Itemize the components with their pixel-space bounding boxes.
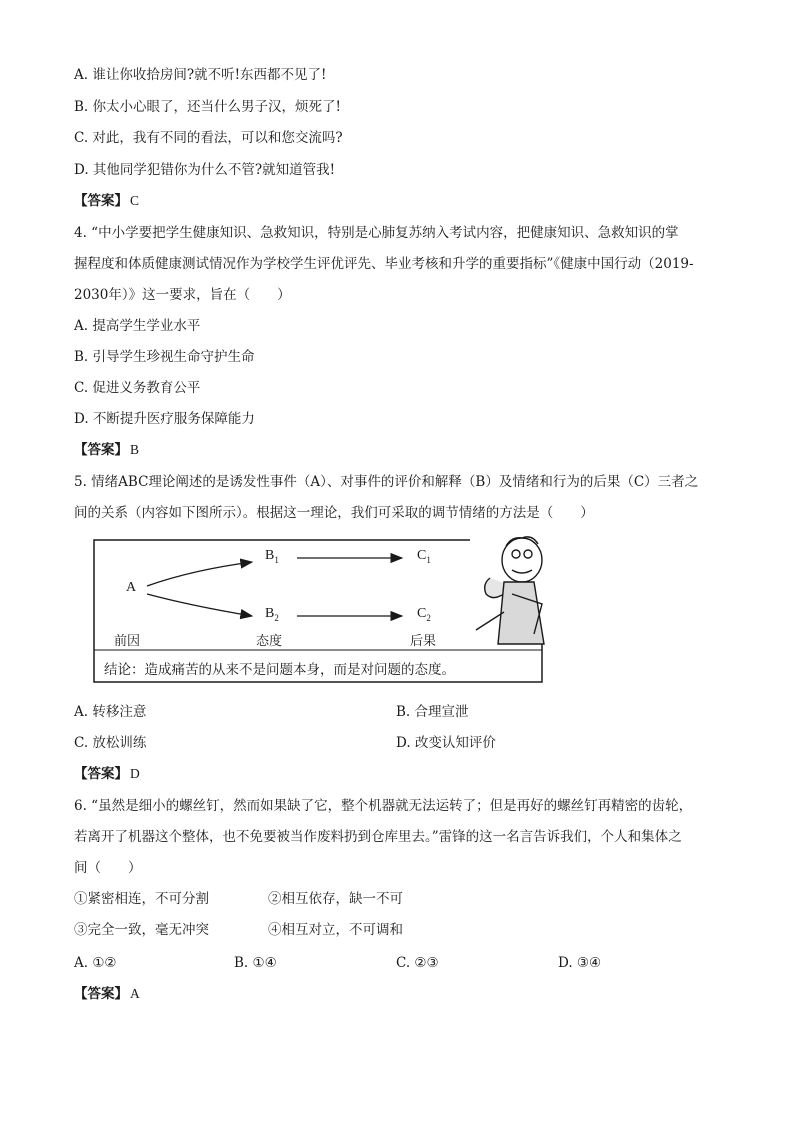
answer-label: 【答案】 (74, 442, 128, 458)
q3-option-b: B. 你太小心眼了，还当什么男子汉，烦死了! (74, 99, 341, 115)
q6-stem-line-3: 间（ ） (74, 860, 142, 876)
q6-statement-3: ③完全一致，毫无冲突 (74, 922, 209, 938)
q6-answer (74, 985, 140, 1003)
answer-label: 【答案】 (74, 193, 128, 209)
diagram-conclusion: 结论：造成痛苦的从来不是问题本身，而是对问题的态度。 (104, 662, 455, 678)
q3-option-d: D. 其他同学犯错你为什么不管?就知道管我! (74, 162, 336, 178)
q3-option-a: A. 谁让你收拾房间?就不听!东西都不见了! (74, 67, 327, 83)
q5-answer (74, 765, 140, 783)
label-result: 后果 (410, 634, 437, 649)
cartoon-figure (470, 534, 547, 644)
q4-option-d: D. 不断提升医疗服务保障能力 (74, 411, 255, 427)
answer-label: 【答案】 (74, 986, 128, 1002)
q6-statement-1: ①紧密相连，不可分割 (74, 891, 209, 907)
q4-answer (74, 441, 139, 459)
node-c1: $C_1$ (417, 548, 431, 565)
node-a: A (126, 580, 137, 595)
q5-option-a: A. 转移注意 (74, 704, 147, 720)
node-b2: $B_2$ (265, 606, 279, 623)
answer-value: C (130, 193, 140, 208)
node-c2: $C_2$ (417, 606, 431, 623)
q4-stem-line-3: 2030年）》这一要求，旨在（ ） (74, 287, 291, 303)
q5-stem-line-2: 间的关系（内容如下图所示）。根据这一理论，我们可采取的调节情绪的方法是（ ） (74, 505, 594, 521)
answer-value: D (130, 766, 140, 781)
label-attitude: 态度 (256, 634, 283, 649)
q4-stem-line-2: 握程度和体质健康测试情况作为学校学生评优评先、毕业考核和升学的重要指标”《健康中国行动（2019- (74, 256, 694, 272)
q6-statement-4: ④相互对立，不可调和 (268, 922, 403, 938)
q5-option-b: B. 合理宣泄 (396, 704, 469, 720)
q6-stem-line-1: 6. “虽然是细小的螺丝钉，然而如果缺了它，整个机器就无法运转了；但是再好的螺丝钉再精密的齿轮， (74, 798, 693, 814)
q3-answer (74, 192, 139, 210)
abc-theory-diagram (92, 534, 547, 686)
arrow-a-to-b1 (147, 562, 252, 586)
q6-option-d: D. ③④ (558, 955, 602, 971)
q6-option-b: B. ①④ (234, 955, 277, 971)
answer-value: A (130, 986, 140, 1001)
q4-stem-line-1: 4. “中小学要把学生健康知识、急救知识，特别是心肺复苏纳入考试内容，把健康知识、急救知识的掌 (74, 225, 679, 241)
q4-option-a: A. 提高学生学业水平 (74, 318, 201, 334)
q5-option-d: D. 改变认知评价 (396, 735, 496, 751)
arrow-a-to-b2 (147, 594, 252, 616)
q6-option-c: C. ②③ (396, 955, 439, 971)
label-cause: 前因 (114, 634, 141, 649)
q4-option-c: C. 促进义务教育公平 (74, 380, 201, 396)
answer-value: B (130, 442, 140, 457)
node-b1: $B_1$ (265, 548, 279, 565)
q5-stem-line-1: 5. 情绪ABC理论阐述的是诱发性事件（A）、对事件的评价和解释（B）及情绪和行为的后果（C）三者之 (74, 474, 699, 490)
q6-statement-2: ②相互依存，缺一不可 (268, 891, 403, 907)
answer-label: 【答案】 (74, 766, 128, 782)
q6-stem-line-2: 若离开了机器这个整体，也不免要被当作废料扔到仓库里去。”雷锋的这一名言告诉我们，个人和集体之 (74, 829, 682, 845)
q6-option-a: A. ①② (74, 955, 117, 971)
q3-option-c: C. 对此，我有不同的看法，可以和您交流吗? (74, 130, 343, 146)
q4-option-b: B. 引导学生珍视生命守护生命 (74, 349, 255, 365)
q5-option-c: C. 放松训练 (74, 735, 147, 751)
